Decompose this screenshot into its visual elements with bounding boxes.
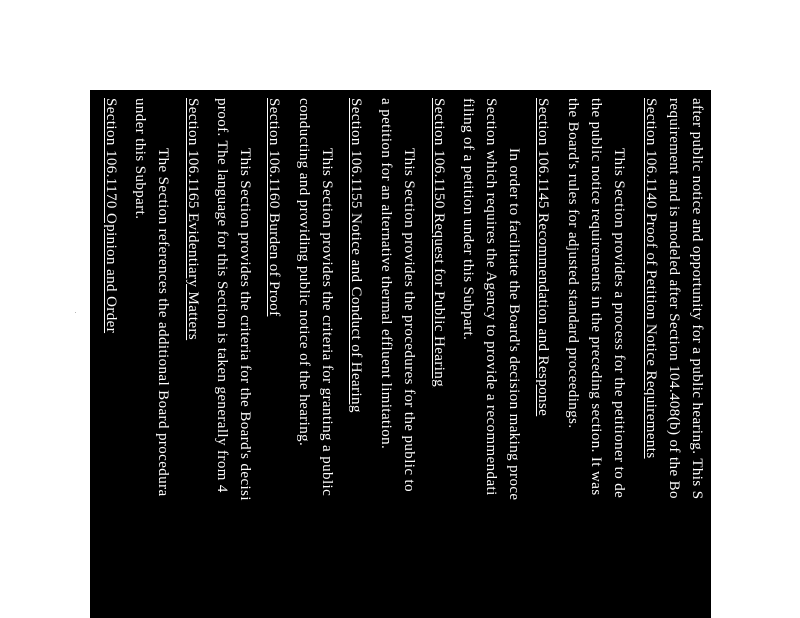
section-heading: Section 106.1160 Burden of Proof — [266, 98, 282, 317]
section-heading: Section 106.1155 Notice and Conduct of Hearing — [348, 98, 364, 413]
text-line: This Section provides a process for the petitioner to de — [611, 148, 627, 499]
section-heading: Section 106.1145 Recommendation and Response — [535, 98, 551, 417]
section-heading: Section 106.1150 Request for Public Hearing — [431, 98, 447, 388]
text-line: In order to facilitate the Board's decision making proce — [506, 148, 522, 501]
text-line: the Board's rules for adjusted standard proceedings. — [565, 98, 581, 429]
text-line: filing of a petition under this Subpart. — [460, 98, 476, 341]
text-line: under this Subpart. — [132, 98, 148, 220]
section-heading: Section 106.1165 Evidentiary Matters — [185, 98, 201, 341]
text-line: The Section references the additional Board procedura — [155, 148, 171, 497]
text-line: the public notice requirements in the preceding section. It was — [588, 98, 604, 496]
text-line: requirement and is modeled after Section 104.408(b) of the Bo — [666, 98, 682, 499]
document-text — [90, 90, 711, 618]
text-line: This Section provides the criteria for the Board's decisi — [237, 148, 253, 501]
scanned-page — [90, 90, 711, 618]
text-line: after public notice and opportunity for a public hearing. This S — [689, 98, 705, 500]
scan-speck — [75, 312, 76, 313]
text-line: Section which requires the Agency to provide a recommendati — [483, 98, 499, 496]
text-line: a petition for an alternative thermal effluent limitation. — [378, 98, 394, 450]
section-heading: Section 106.1170 Opinion and Order — [103, 98, 119, 334]
text-line: This Section provides the criteria for granting a public — [319, 148, 335, 497]
section-heading: Section 106.1140 Proof of Petition Notice Requirements — [643, 98, 659, 459]
text-line: proof. The language for this Section is taken generally from 4 — [214, 98, 230, 493]
text-line: conducting and providing public notice of the hearing. — [296, 98, 312, 447]
text-line: This Section provides the procedures for the public to — [401, 148, 417, 493]
